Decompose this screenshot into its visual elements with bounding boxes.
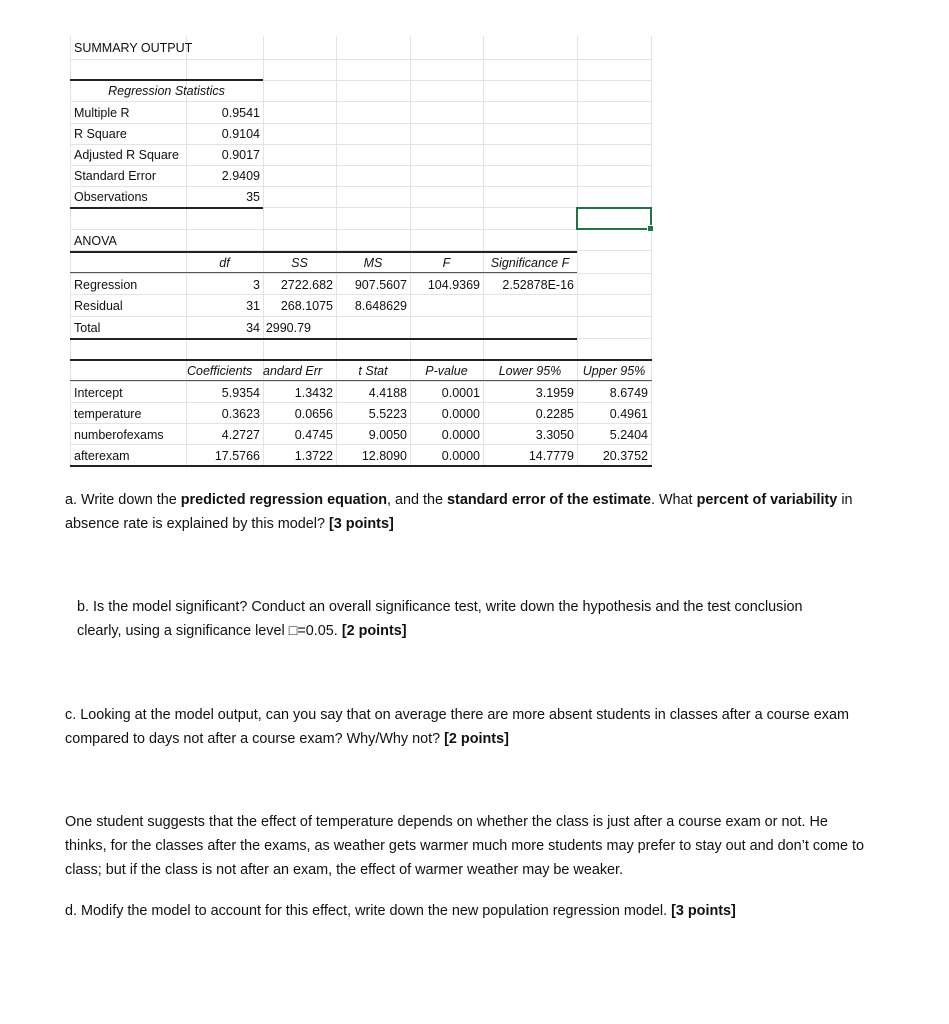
anova-title: ANOVA [74,234,117,248]
stat-label: Observations [74,190,148,204]
coef-cell: 0.3623 [221,407,260,421]
anova-header: Significance F [490,256,570,270]
regression-statistics-title: Regression Statistics [108,84,225,98]
coef-cell: 3.1959 [535,386,574,400]
summary-title: SUMMARY OUTPUT [74,41,193,55]
coef-cell: 0.2285 [535,407,574,421]
table-border [70,359,652,361]
coef-cell: 17.5766 [214,449,260,463]
coef-cell: 5.5223 [368,407,407,421]
stat-label: Standard Error [74,169,156,183]
coef-header: Lower 95% [498,364,562,378]
coef-cell: 8.6749 [609,386,648,400]
coef-cell: 12.8090 [361,449,407,463]
coef-cell: 4.4188 [368,386,407,400]
anova-cell: 31 [246,299,260,313]
anova-cell: 34 [246,321,260,335]
spreadsheet-region [0,0,949,470]
anova-header: df [219,256,230,270]
anova-cell: 3 [253,278,260,292]
coef-header: t Stat [358,364,388,378]
anova-header: F [442,256,451,270]
anova-cell: 907.5607 [354,278,407,292]
coef-header: P-value [425,364,468,378]
coef-header: Upper 95% [582,364,646,378]
coef-row-label: temperature [74,407,142,421]
coef-row-label: Intercept [74,386,123,400]
question-d: d. Modify the model to account for this effect, write down the new population regression model. [3 points] [65,903,736,919]
table-border [70,465,652,467]
anova-header: SS [291,256,308,270]
stat-value: 0.9104 [221,127,260,141]
coef-cell: 9.0050 [368,428,407,442]
stat-value: 0.9017 [221,148,260,162]
coef-cell: 0.0000 [441,449,480,463]
coef-cell: 0.0000 [441,407,480,421]
coef-header: andard Err [263,364,323,378]
coef-header: Coefficients [187,364,253,378]
fill-handle[interactable] [647,225,654,232]
stat-value: 0.9541 [221,106,260,120]
coef-cell: 0.0000 [441,428,480,442]
anova-cell: 2722.682 [280,278,333,292]
coef-cell: 1.3722 [294,449,333,463]
table-border [70,207,263,209]
coef-cell: 5.9354 [221,386,260,400]
coef-cell: 20.3752 [602,449,648,463]
anova-cell: 8.648629 [354,299,407,313]
coef-cell: 0.4961 [609,407,648,421]
anova-cell: 268.1075 [280,299,333,313]
anova-header: MS [363,256,383,270]
stat-label: Multiple R [74,106,130,120]
coef-cell: 14.7779 [528,449,574,463]
table-border [70,79,263,81]
context-paragraph: One student suggests that the effect of temperature depends on whether the class is just after a course exam or not. He thinks, for the classes after the exams, as weather gets warmer much more students may prefer to stay out and don’t come to class; but if the class is not after an exam, the effect of warmer weather may be weaker. [65,814,865,878]
anova-row-label: Total [74,321,101,335]
stat-value: 2.9409 [221,169,260,183]
stat-label: R Square [74,127,127,141]
question-b: b. Is the model significant? Conduct an overall significance test, write down the hypothesis and the test conclusion clearly, using a significance level □=0.05. [2 points] [77,599,803,639]
coef-cell: 0.0656 [294,407,333,421]
coef-row-label: numberofexams [74,428,164,442]
coef-cell: 5.2404 [609,428,648,442]
question-a: a. Write down the predicted regression equation, and the standard error of the estimate. What percent of variability in absence rate is explained by this model? [3 points] [65,492,853,532]
anova-cell: 2990.79 [265,321,311,335]
table-border [70,251,577,253]
question-c: c. Looking at the model output, can you say that on average there are more absent students in classes after a course exam compared to days not after a course exam? Why/Why not? [2 points] [65,707,849,747]
stat-value: 35 [246,190,260,204]
coef-cell: 0.0001 [441,386,480,400]
coef-cell: 0.4745 [294,428,333,442]
coef-row-label: afterexam [74,449,130,463]
stat-label: Adjusted R Square [74,148,179,162]
anova-cell: 104.9369 [427,278,480,292]
coef-cell: 3.3050 [535,428,574,442]
anova-row-label: Regression [74,278,138,292]
coef-cell: 4.2727 [221,428,260,442]
table-border [70,338,577,340]
anova-row-label: Residual [74,299,123,313]
coef-cell: 1.3432 [294,386,333,400]
selected-cell[interactable] [576,207,652,230]
anova-cell: 2.52878E-16 [502,278,574,292]
